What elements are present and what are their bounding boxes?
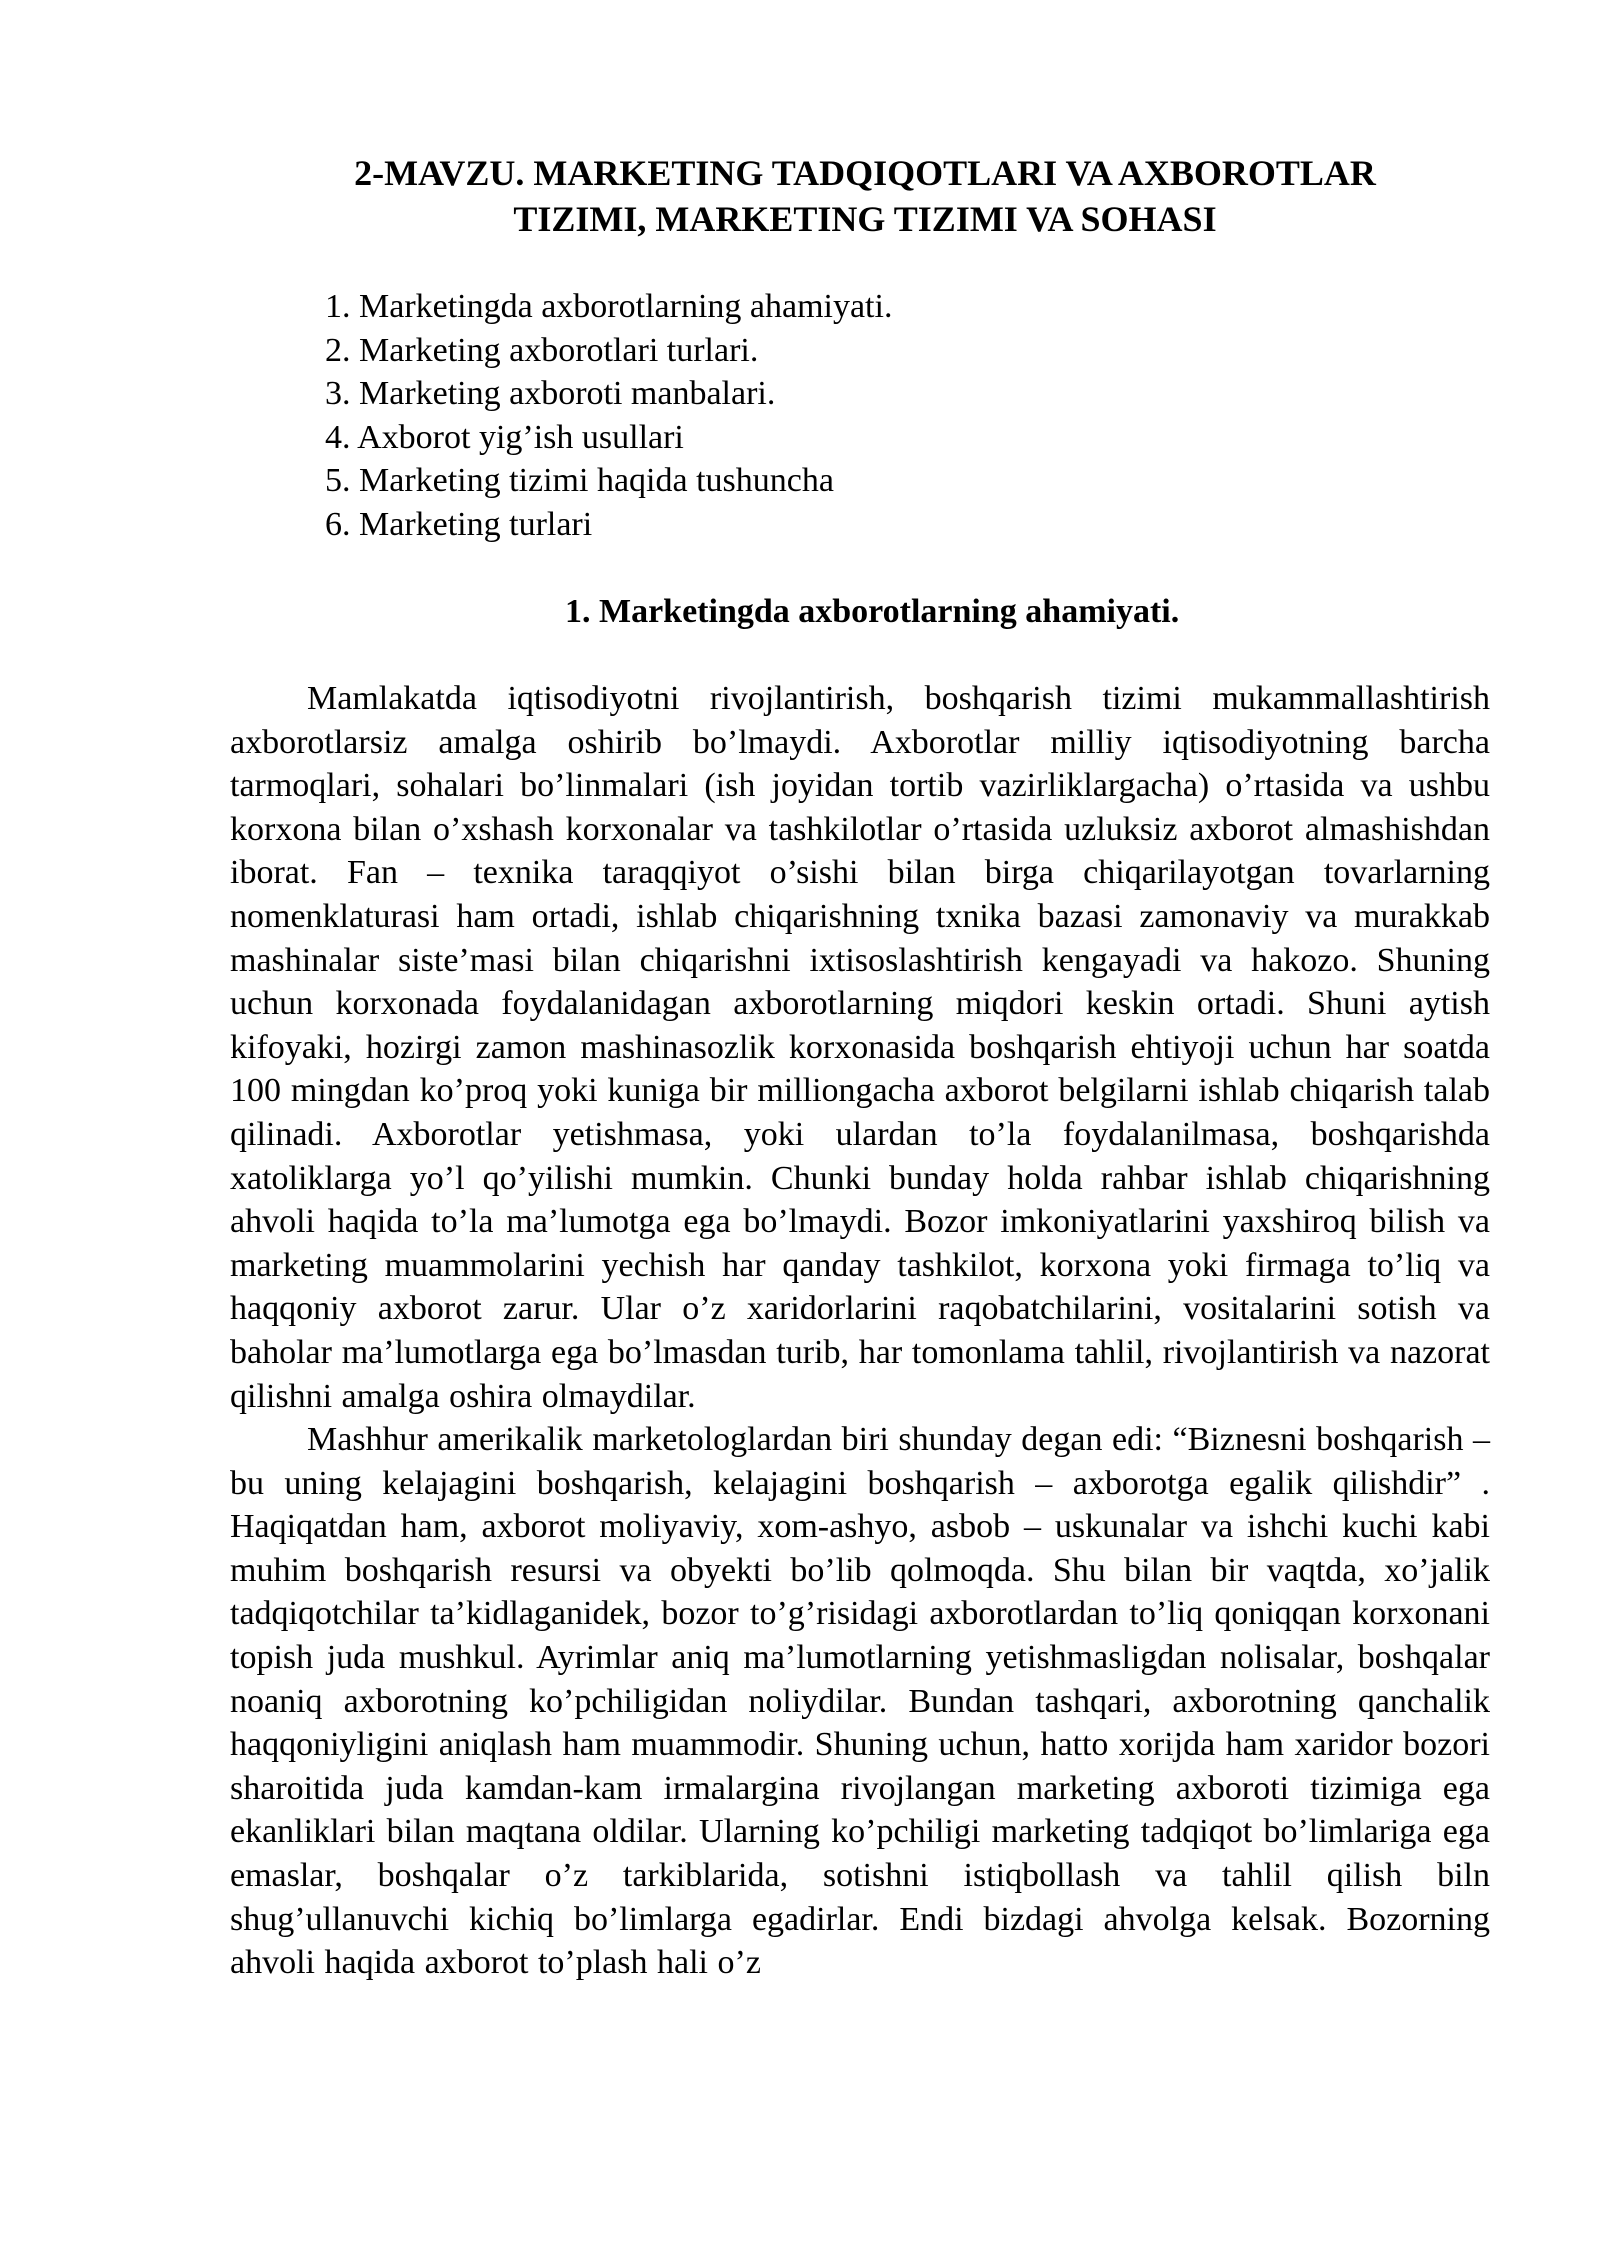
body-text — [230, 677, 1490, 1985]
title-line-1: 2-MAVZU. MARKETING TADQIQOTLARI VA AXBOROTLAR — [354, 153, 1376, 193]
outline-item: 5. Marketing tizimi haqida tushuncha — [325, 462, 834, 499]
outline-item: 4. Axborot yig’ish usullari — [325, 418, 684, 456]
topic-outline-list — [325, 285, 892, 546]
outline-item: 2. Marketing axborotlari turlari. — [325, 331, 759, 369]
body-paragraph: Mashhur amerikalik marketologlardan biri shunday degan edi: “Biznesni boshqarish – bu uning kelajagini boshqarish, kelajagini boshqarish – axborotga egalik qilishdir” . Haqiqatdan ham, axborot moliyaviy, xom-ashyo, asbob – uskunalar va ishchi kuchi kabi muhim boshqarish resursi va obyekti bo’lib qolmoqda. Shu bilan bir vaqtda, xo’jalik tadqiqotchilar ta’kidlaganidek, bozor to’g’risidagi axborotlardan to’liq qoniqqan korxonani topish juda mushkul. Ayrimlar aniq ma’lumotlarning yetishmasligdan nolisalar, boshqalar noaniq axborotning ko’pchiligidan noliydilar. Bundan tashqari, axborotning qanchalik haqqoniyligini aniqlash ham muammodir. Shuning uchun, hatto xorijda ham xaridor bozori sharoitida juda kamdan-kam irmalargina rivojlangan marketing axboroti tizimiga ega ekanliklari bilan maqtana oldilar. Ularning ko’pchiligi marketing tadqiqot bo’limlariga ega emaslar, boshqalar o’z tarkiblarida, sotishni istiqbollash va tahlil qilish biln shug’ullanuvchi kichiq bo’limlarga egadirlar. Endi bizdagi ahvolga kelsak. Bozorning ahvoli haqida axborot to’plash hali o’z — [230, 1421, 1490, 1982]
outline-item: 1. Marketingda axborotlarning ahamiyati. — [325, 288, 893, 325]
body-paragraph: Mamlakatda iqtisodiyotni rivojlantirish, boshqarish tizimi mukammallashtirish axborotlarsiz amalga oshirib bo’lmaydi. Axborotlar milliy iqtisodiyotning barcha tarmoqlari, sohalari bo’linmalari (ish joyidan tortib vazirliklargacha) o’rtasida va ushbu korxona bilan o’xshash korxonalar va tashkilotlar o’rtasida uzluksiz axborot almashishdan iborat. Fan – texnika taraqqiyot o’sishi bilan birga chiqarilayotgan tovarlarning nomenklaturasi ham ortadi, ishlab chiqarishning txnika bazasi zamonaviy va murakkab mashinalar siste’masi bilan chiqarishni ixtisoslashtirish kengayadi va hakozo. Shuning uchun korxonada foydalanidagan axborotlarning miqdori keskin ortadi. Shuni aytish kifoyaki, hozirgi zamon mashinasozlik korxonasida boshqarish ehtiyoji uchun har soatda 100 mingdan ko’proq yoki kuniga bir milliongacha axborot belgilarni ishlab chiqarish talab qilinadi. Axborotlar yetishmasa, yoki ulardan to’la foydalanilmasa, boshqarishda xatoliklarga yo’l qo’yilishi mumkin. Chunki bunday holda rahbar ishlab chiqarishning ahvoli haqida to’la ma’lumotga ega bo’lmaydi. Bozor imkoniyatlarini yaxshiroq bilish va marketing muammolarini yechish har qanday tashkilot, korxona yoki firmaga to’liq va haqqoniy axborot zarur. Ular o’z xaridorlarini raqobatchilarini, vositalarini sotish va baholar ma’lumotlarga ega bo’lmasdan turib, har tomonlama tahlil, rivojlantirish va nazorat qilishni amalga oshira olmaydilar. — [230, 680, 1490, 1415]
title-line-2: TIZIMI, MARKETING TIZIMI VA SOHASI — [513, 199, 1217, 239]
document-title — [230, 150, 1500, 242]
outline-item: 3. Marketing axboroti manbalari. — [325, 375, 776, 412]
outline-item: 6. Marketing turlari — [325, 505, 593, 543]
section-heading: 1. Marketingda axborotlarning ahamiyati. — [565, 593, 1180, 630]
